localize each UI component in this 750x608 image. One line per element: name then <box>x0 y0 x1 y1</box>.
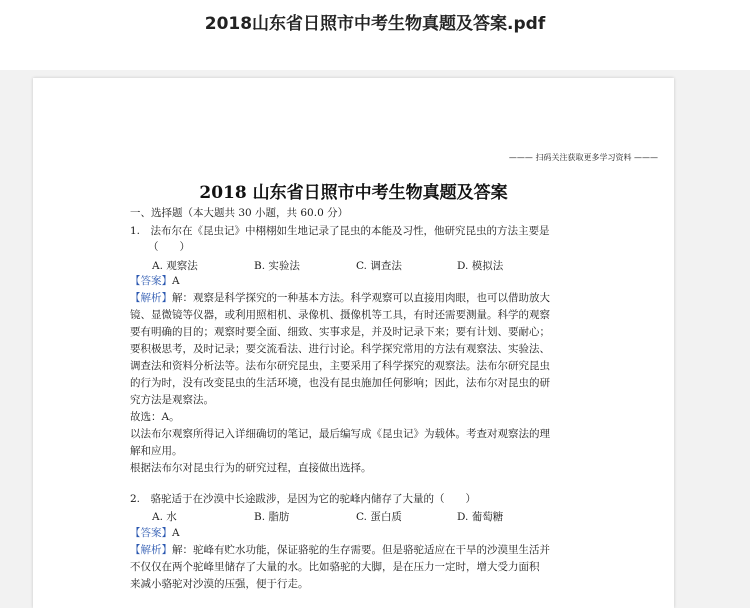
file-name: 2018山东省日照市中考生物真题及答案.pdf <box>204 14 546 34</box>
analysis-tag: 【解析】 <box>130 544 172 556</box>
q1-option-b: B. 实验法 <box>254 260 300 272</box>
q2-analysis-line: 来减小骆驼对沙漠的压强，便于行走。 <box>130 578 309 590</box>
viewer-toolbar <box>0 0 750 70</box>
answer-tag: 【答案】 <box>130 275 172 287</box>
analysis-tag: 【解析】 <box>130 292 172 304</box>
q1-analysis-line: 故选：A。 <box>130 411 180 423</box>
analysis-text: 解：观察是科学探究的一种基本方法。科学观察可以直接用肉眼，也可以借助放大 <box>172 292 550 304</box>
q1-analysis-line: 要积极思考，及时记录；要交流看法、进行讨论。科学探究常用的方法有观察法、实验法、 <box>130 343 550 355</box>
q2-option-a: A. 水 <box>152 511 177 523</box>
q1-option-a: A. 观察法 <box>152 260 198 272</box>
analysis-text: 解：驼峰有贮水功能，保证骆驼的生存需要。但是骆驼适应在干旱的沙漠里生活并 <box>172 544 550 556</box>
q1-analysis-line <box>130 291 550 305</box>
answer-value: A <box>172 527 180 539</box>
q1-analysis-line: 调查法和资料分析法等。法布尔研究昆虫，主要采用了科学探究的观察法。法布尔研究昆虫 <box>130 360 550 372</box>
q2-analysis-line: 不仅仅在两个驼峰里储存了大量的水。比如骆驼的大脚，是在压力一定时，增大受力面积 <box>130 561 540 573</box>
q1-stem-line1: 1. 法布尔在《昆虫记》中栩栩如生地记录了昆虫的本能及习性，他研究昆虫的方法主要是 <box>130 225 550 237</box>
section-heading: 一、选择题（本大题共 30 小题，共 60.0 分） <box>130 207 349 219</box>
q2-option-c: C. 蛋白质 <box>356 511 402 523</box>
pdf-page <box>33 78 674 608</box>
q1-analysis-line: 究方法是观察法。 <box>130 394 214 406</box>
q1-answer <box>130 274 180 288</box>
q2-analysis-line <box>130 543 550 557</box>
q1-option-d: D. 模拟法 <box>457 260 504 272</box>
q1-option-c: C. 调查法 <box>356 260 402 272</box>
q1-analysis-line: 要有明确的目的；观察时要全面、细致、实事求是，并及时记录下来；要有计划、要耐心； <box>130 326 550 338</box>
q2-answer <box>130 526 180 540</box>
answer-tag: 【答案】 <box>130 527 172 539</box>
q2-option-d: D. 葡萄糖 <box>457 511 504 523</box>
q1-analysis-line: 解和应用。 <box>130 445 183 457</box>
q1-analysis-line: 以法布尔观察所得记入详细确切的笔记，最后编写成《昆虫记》为载体。考查对观察法的理 <box>130 428 550 440</box>
q1-analysis-line: 的行为时，没有改变昆虫的生活环境，也没有昆虫施加任何影响；因此，法布尔对昆虫的研 <box>130 377 550 389</box>
header-note: ——— 扫码关注获取更多学习资料 ——— <box>508 153 658 162</box>
q1-stem-line2: （ ） <box>148 241 190 253</box>
answer-value: A <box>172 275 180 287</box>
q2-option-b: B. 脂肪 <box>254 511 290 523</box>
q1-analysis-line: 镜、显微镜等仪器，或利用照相机、录像机、摄像机等工具，有时还需要测量。科学的观察 <box>130 309 550 321</box>
q2-stem: 2. 骆驼适于在沙漠中长途跋涉，是因为它的驼峰内储存了大量的（ ） <box>130 493 477 505</box>
q1-analysis-line: 根据法布尔对昆虫行为的研究过程，直接做出选择。 <box>130 462 372 474</box>
paper-title: 2018 山东省日照市中考生物真题及答案 <box>199 183 508 203</box>
